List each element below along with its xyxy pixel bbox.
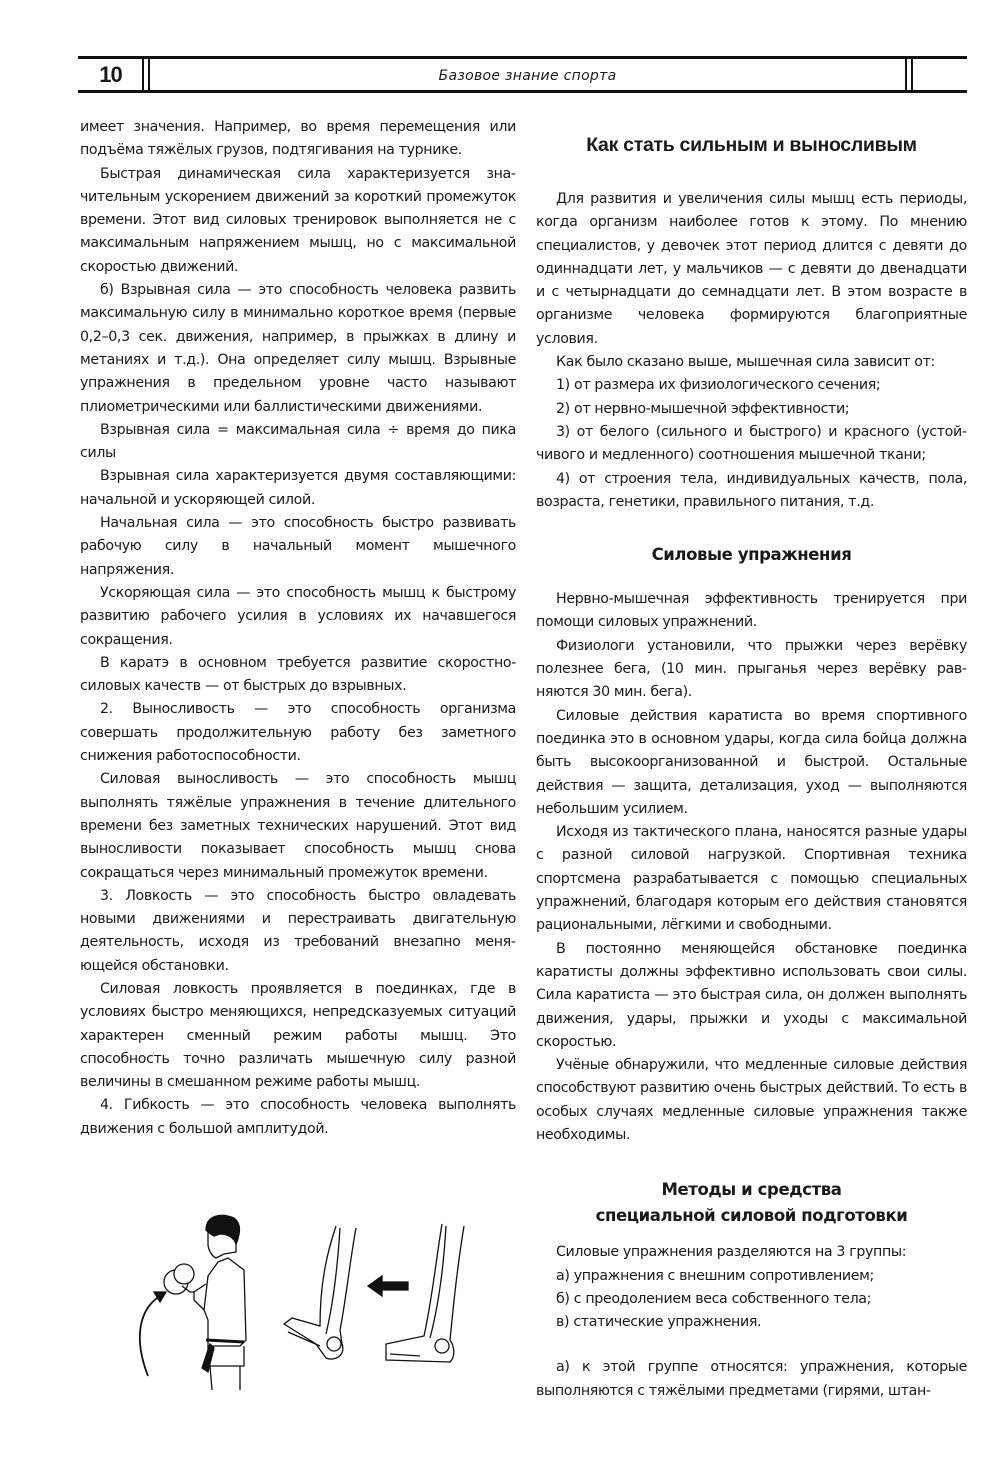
- paragraph: Как было сказано выше, мышечная сила зависит от:: [556, 354, 935, 371]
- main-heading: Как стать сильным и выносливым: [586, 134, 917, 156]
- paragraph: а) к этой группе относятся: упражнения, которые выполняются с тяжёлыми предметами (гирями, штан-: [536, 1359, 967, 1399]
- dumbbell-icon: [164, 1264, 194, 1294]
- paragraph: 3. Ловкость — это способность быстро овладевать новыми движениями и перестраивать двигательную деятельность, исходя из требований внезапно меняющейся обстановки.: [80, 887, 516, 974]
- section-heading-line-1: Методы и средства: [661, 1180, 842, 1200]
- running-title: Базовое знание спорта: [438, 68, 617, 84]
- paragraph: Нервно-мышечная эффективность тренируется при помощи силовых упражнений.: [536, 591, 967, 631]
- factor-item: 4) от строения тела, индивидуальных качеств, пола, возраста, генетики, правильного питания, т.д.: [536, 470, 967, 510]
- paragraph: Учёные обнаружили, что медленные силовые действия способствуют развитию очень быстрых действий. То есть в особых случаях медленные силовые упражнения также необходимы.: [536, 1057, 967, 1143]
- paragraph: 4. Гибкость — это способность человека выполнять движения с большой амплитудой.: [80, 1097, 516, 1137]
- biceps-curl-illustration: [120, 1200, 480, 1420]
- running-header: [78, 56, 967, 93]
- section-heading: Силовые упражнения: [651, 545, 852, 565]
- header-double-rule-left: [142, 59, 150, 90]
- left-column: [80, 116, 516, 1141]
- paragraph: 2. Выносливость — это способность организма совершать продолжительную работу без заметного снижения работоспособности.: [80, 701, 516, 765]
- arm-anatomy-flexed: [284, 1226, 356, 1359]
- formula-paragraph: Взрывная сила = максимальная сила ÷ время до пика силы: [80, 421, 516, 462]
- group-item: б) с преодолением веса собственного тела;: [556, 1290, 872, 1307]
- paragraph: Силовая ловкость проявляется в поединках, где в условиях быстро меняющихся, непредсказуемых ситуаций характерен сменный режим работы мышц. Это способность точно различать мышечную силу разной величины в смешанном режиме работы мышц.: [80, 980, 516, 1091]
- spacer: [536, 1229, 967, 1241]
- factor-item: 3) от белого (сильного и быстрого) и красного (устойчивого и медленного) соотношения мышечной ткани;: [536, 423, 967, 464]
- curved-arrow-icon: [140, 1292, 166, 1376]
- arm-anatomy-extended: [386, 1224, 464, 1362]
- paragraph: Исходя из тактического плана, наносятся разные удары с разной силовой нагрузкой. Спортивная техника спортсмена разрабатывается с помощью специальных упражнений, благодаря которым его действия становятся рациональными, лёгкими и свободными.: [536, 824, 967, 934]
- page-number: 10: [99, 62, 122, 87]
- header-double-rule-right: [905, 59, 913, 90]
- group-item: а) упражнения с внешним сопротивлением;: [556, 1267, 874, 1284]
- spacer: [536, 568, 967, 588]
- left-arrow-icon: [368, 1276, 408, 1296]
- spacer: [536, 1147, 967, 1177]
- paragraph: Силовые упражнения разделяются на 3 группы:: [556, 1244, 907, 1261]
- right-column: [536, 116, 967, 1403]
- paragraph: Силовая выносливость — это способность мышц выполнять тяжёлые упражнения в течение длительного времени без заметных технических нарушений. Этот вид выносливости показывает способность мышц снова сокращаться через минимальный промежуток времени.: [80, 771, 516, 881]
- paragraph: Ускоряющая сила — это способность мышц к быстрому развитию рабочего усилия в условиях их начавшегося сокращения.: [80, 584, 516, 648]
- paragraph: Физиологи установили, что прыжки через верёвку полезнее бега, (10 мин. прыганья через верёвку равняются 30 мин. бега).: [536, 637, 967, 701]
- group-item: в) статические упражнения.: [556, 1314, 762, 1331]
- paragraph: Силовые действия каратиста во время спортивного поединка это в основном удары, когда сила бойца должна быть высокоорганизованной и быстрой. Остальные действия — защита, детализация, уход — выполняются небольшим усилием.: [536, 707, 967, 817]
- section-heading-line-2: специальной силовой подготовки: [595, 1206, 908, 1226]
- factor-item: 1) от размера их физиологического сечения;: [556, 377, 881, 394]
- paragraph: В постоянно меняющейся обстановке поединка каратисты должны эффективно использовать свои силы. Сила каратиста — это быстрая сила, он должен выполнять движения, удары, прыжки и уходы с максимальной скоростью.: [536, 940, 967, 1050]
- spacer: [536, 1334, 967, 1356]
- spacer: [536, 514, 967, 542]
- paragraph: б) Взрывная сила — это способность человека развить максимальную силу в минимально короткое время (первые 0,2–0,3 сек. движения, например, в прыжках в длину и метаниях и т.д.). Она определяет силу мышц. Взрывные упражнения в предельном уровне часто называют плиометрическими или баллистическими движениями.: [80, 282, 516, 415]
- karateka-figure: [194, 1215, 246, 1390]
- paragraph: Взрывная сила характеризуется двумя составляющими: начальной и ускоряющей силой.: [80, 468, 516, 508]
- paragraph: Для развития и увеличения силы мышц есть периоды, когда организм наиболее готов к этому. По мнению специалистов, у девочек этот период длится с девяти до одиннадцати лет, у мальчиков — с девяти до двенадцати и с четырнадцати до семнадцати лет. В этом возрасте в организме человека формируются благоприятные условия.: [536, 191, 967, 347]
- paragraph: Начальная сила — это способность быстро развивать рабочую силу в начальный момент мышечного напряжения.: [80, 515, 516, 578]
- paragraph: В каратэ в основном требуется развитие скоростно-силовых качеств — от быстрых до взрывных.: [80, 654, 516, 695]
- factor-item: 2) от нервно-мышечной эффективности;: [556, 400, 850, 417]
- paragraph: имеет значения. Например, во время перемещения или подъёма тяжёлых грузов, подтягивания на турнике.: [80, 119, 516, 159]
- paragraph: Быстрая динамическая сила характеризуется значительным ускорением движений за короткий промежуток времени. Этот вид силовых тренировок выполняется не с максимальным напряжением мышц, но с максимальной скоростью движений.: [80, 165, 516, 275]
